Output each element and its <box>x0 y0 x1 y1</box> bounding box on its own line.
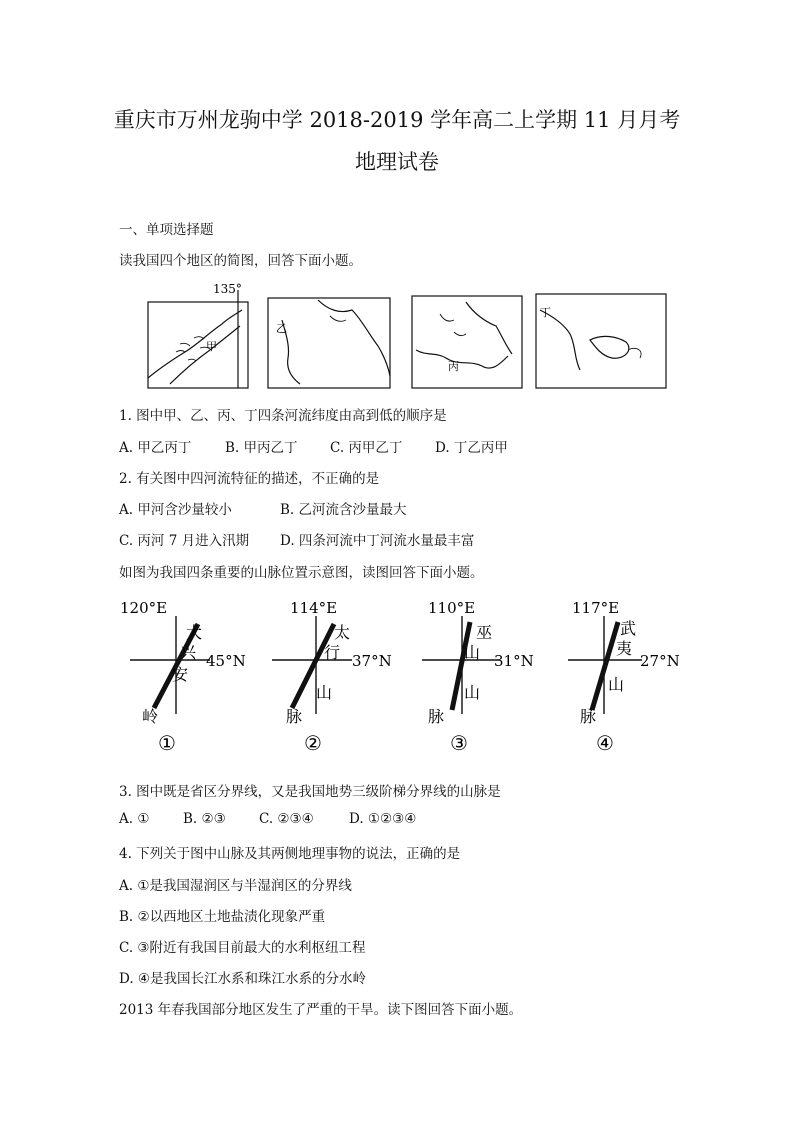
mountain-1-char-1: 大 <box>186 623 203 642</box>
intro-drought: 2013 年春我国部分地区发生了严重的干旱。读下图回答下面小题。 <box>119 1002 523 1018</box>
mountain-2 <box>272 599 392 755</box>
mountain-1-char-3: 安 <box>172 665 189 684</box>
exam-title: 重庆市万州龙驹中学 2018-2019 学年高二上学期 11 月月考 <box>113 108 681 132</box>
map-ding <box>536 294 666 388</box>
q2-option-d[interactable]: D. 四条河流中丁河流水量最丰富 <box>280 533 475 549</box>
q4-stem: 4. 下列关于图中山脉及其两侧地理事物的说法，正确的是 <box>119 846 461 862</box>
mountain-4-char-2: 夷 <box>616 639 633 658</box>
mountain-4-lon: 117°E <box>572 599 620 617</box>
q2-option-a[interactable]: A. 甲河含沙量较小 <box>119 502 232 518</box>
map-jia <box>148 290 248 388</box>
q2-option-b[interactable]: B. 乙河流含沙量最大 <box>280 502 407 518</box>
river-label-yi: 乙 <box>276 322 287 335</box>
mountain-2-lon: 114°E <box>290 599 338 617</box>
mountain-2-char-1: 太 <box>334 623 351 642</box>
mountain-3 <box>422 599 534 755</box>
q3-option-b[interactable]: B. ②③ <box>183 811 226 827</box>
mountain-4-number: ④ <box>596 731 614 755</box>
river-label-bing: 丙 <box>448 360 459 373</box>
mountain-3-char-2: 山 <box>464 643 481 662</box>
q3-option-c[interactable]: C. ②③④ <box>259 811 314 827</box>
q2-option-c[interactable]: C. 丙河 7 月进入汛期 <box>119 533 250 549</box>
mountain-2-char-3: 山 <box>316 683 333 702</box>
q1-option-d[interactable]: D. 丁乙丙甲 <box>435 440 508 456</box>
mountain-1 <box>120 599 246 755</box>
mountain-2-char-4: 脉 <box>286 707 303 726</box>
q4-option-b[interactable]: B. ②以西地区土地盐渍化现象严重 <box>119 909 326 925</box>
longitude-label: 135° <box>213 282 242 296</box>
mountain-3-lat: 31°N <box>494 652 534 670</box>
intro-mountains: 如图为我国四条重要的山脉位置示意图，读图回答下面小题。 <box>119 565 484 581</box>
q3-option-a[interactable]: A. ① <box>119 811 150 827</box>
mountain-3-char-3: 山 <box>464 683 481 702</box>
mountain-3-char-1: 巫 <box>476 623 493 642</box>
mountain-1-number: ① <box>158 731 176 755</box>
mountain-4-char-4: 脉 <box>580 707 597 726</box>
q1-stem: 1. 图中甲、乙、丙、丁四条河流纬度由高到低的顺序是 <box>119 408 447 424</box>
mountain-4-char-3: 山 <box>608 675 625 694</box>
mountain-3-number: ③ <box>450 731 468 755</box>
q3-stem: 3. 图中既是省区分界线，又是我国地势三级阶梯分界线的山脉是 <box>119 784 501 800</box>
q4-option-a[interactable]: A. ①是我国湿润区与半湿润区的分界线 <box>119 878 352 894</box>
mountain-diagrams <box>120 598 700 763</box>
mountain-4-lat: 27°N <box>640 652 680 670</box>
map-bing <box>412 296 522 388</box>
mountain-3-lon: 110°E <box>428 599 476 617</box>
section-heading: 一、单项选择题 <box>119 222 214 238</box>
exam-subtitle: 地理试卷 <box>355 150 439 174</box>
mountain-2-number: ② <box>304 731 322 755</box>
mountain-2-lat: 37°N <box>352 652 392 670</box>
mountain-1-char-4: 岭 <box>142 707 159 726</box>
q1-option-c[interactable]: C. 丙甲乙丁 <box>330 440 403 456</box>
q4-option-c[interactable]: C. ③附近有我国目前最大的水利枢纽工程 <box>119 940 366 956</box>
q1-option-a[interactable]: A. 甲乙丙丁 <box>119 440 192 456</box>
mountain-4 <box>568 599 680 755</box>
mountain-3-char-4: 脉 <box>428 707 445 726</box>
region-maps <box>140 280 680 390</box>
mountain-1-lon: 120°E <box>120 599 168 617</box>
q2-stem: 2. 有关图中四河流特征的描述，不正确的是 <box>119 471 380 487</box>
q3-option-d[interactable]: D. ①②③④ <box>349 811 417 827</box>
map-yi <box>268 298 390 388</box>
mountain-1-char-2: 兴 <box>180 643 197 662</box>
q4-option-d[interactable]: D. ④是我国长江水系和珠江水系的分水岭 <box>119 971 367 987</box>
intro-maps: 读我国四个地区的简图，回答下面小题。 <box>119 253 362 269</box>
river-label-ding: 丁 <box>540 306 551 319</box>
mountain-4-char-1: 武 <box>620 619 637 638</box>
q1-option-b[interactable]: B. 甲丙乙丁 <box>225 440 298 456</box>
mountain-1-lat: 45°N <box>206 652 246 670</box>
mountain-2-char-2: 行 <box>324 643 341 662</box>
river-label-jia: 甲 <box>206 340 217 353</box>
